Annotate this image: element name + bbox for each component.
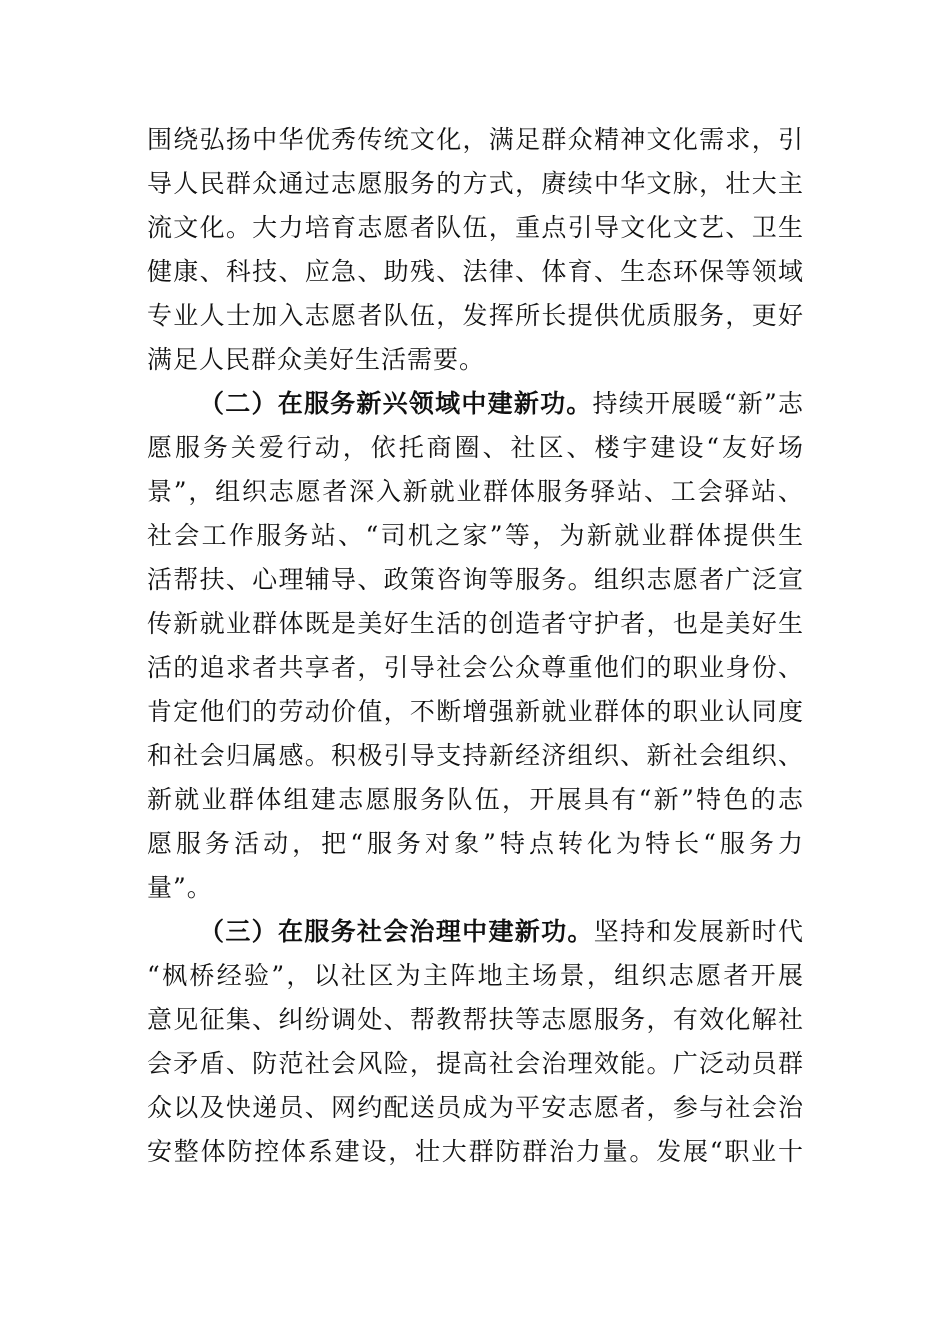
line-text: 意见征集、纠纷调处、帮教帮扶等志愿服务，有效化解社: [147, 1005, 804, 1034]
line-text: 满足人民群众美好生活需要。: [147, 345, 486, 374]
line-text: 安整体防控体系建设，壮大群防群治力量。发展“职业十: [147, 1137, 804, 1166]
line-text: 景”，组织志愿者深入新就业群体服务驿站、工会驿站、: [147, 477, 804, 506]
line-text: 和社会归属感。积极引导支持新经济组织、新社会组织、: [147, 741, 804, 770]
paragraph: [147, 118, 804, 382]
text-line: [147, 250, 804, 294]
line-text: 健康、科技、应急、助残、法律、体育、生态环保等领域: [147, 257, 804, 286]
line-text: 坚持和发展新时代: [593, 917, 804, 946]
line-text: 愿服务活动，把“服务对象”特点转化为特长“服务力: [147, 829, 804, 858]
text-line: [147, 778, 804, 822]
text-line: [147, 1086, 804, 1130]
section-heading: （二）在服务新兴领域中建新功。: [199, 389, 593, 418]
text-line: [147, 1130, 804, 1174]
text-line: [147, 514, 804, 558]
text-line: [147, 470, 804, 514]
line-text: 围绕弘扬中华优秀传统文化，满足群众精神文化需求，引: [147, 125, 804, 154]
line-text: “枫桥经验”，以社区为主阵地主场景，组织志愿者开展: [147, 961, 804, 990]
text-line: [147, 954, 804, 998]
line-text: 活帮扶、心理辅导、政策咨询等服务。组织志愿者广泛宣: [147, 565, 804, 594]
text-line: [147, 338, 804, 382]
text-line: [147, 162, 804, 206]
line-text: 新就业群体组建志愿服务队伍，开展具有“新”特色的志: [147, 785, 804, 814]
line-text: 众以及快递员、网约配送员成为平安志愿者，参与社会治: [147, 1093, 804, 1122]
text-line: [147, 734, 804, 778]
line-text: 会矛盾、防范社会风险，提高社会治理效能。广泛动员群: [147, 1049, 804, 1078]
text-line: [147, 206, 804, 250]
line-text: 量”。: [147, 873, 213, 902]
text-line: [147, 382, 804, 426]
text-line: [147, 118, 804, 162]
text-line: [147, 910, 804, 954]
line-text: 愿服务关爱行动，依托商圈、社区、楼宇建设“友好场: [147, 433, 804, 462]
line-text: 传新就业群体既是美好生活的创造者守护者，也是美好生: [147, 609, 804, 638]
section-heading: （三）在服务社会治理中建新功。: [199, 917, 594, 946]
line-text: 社会工作服务站、“司机之家”等，为新就业群体提供生: [147, 521, 804, 550]
line-text: 肯定他们的劳动价值，不断增强新就业群体的职业认同度: [147, 697, 804, 726]
text-line: [147, 294, 804, 338]
line-text: 持续开展暖“新”志: [592, 389, 804, 418]
text-line: [147, 646, 804, 690]
text-line: [147, 426, 804, 470]
text-line: [147, 998, 804, 1042]
text-line: [147, 866, 804, 910]
line-text: 流文化。大力培育志愿者队伍，重点引导文化文艺、卫生: [147, 213, 804, 242]
line-text: 导人民群众通过志愿服务的方式，赓续中华文脉，壮大主: [147, 169, 804, 198]
paragraph: [147, 910, 804, 1174]
line-text: 活的追求者共享者，引导社会公众尊重他们的职业身份、: [147, 653, 804, 682]
text-line: [147, 822, 804, 866]
text-line: [147, 558, 804, 602]
text-line: [147, 690, 804, 734]
text-line: [147, 1042, 804, 1086]
line-text: 专业人士加入志愿者队伍，发挥所长提供优质服务，更好: [147, 301, 804, 330]
paragraph: [147, 382, 804, 910]
document-page: [147, 118, 804, 1174]
text-line: [147, 602, 804, 646]
